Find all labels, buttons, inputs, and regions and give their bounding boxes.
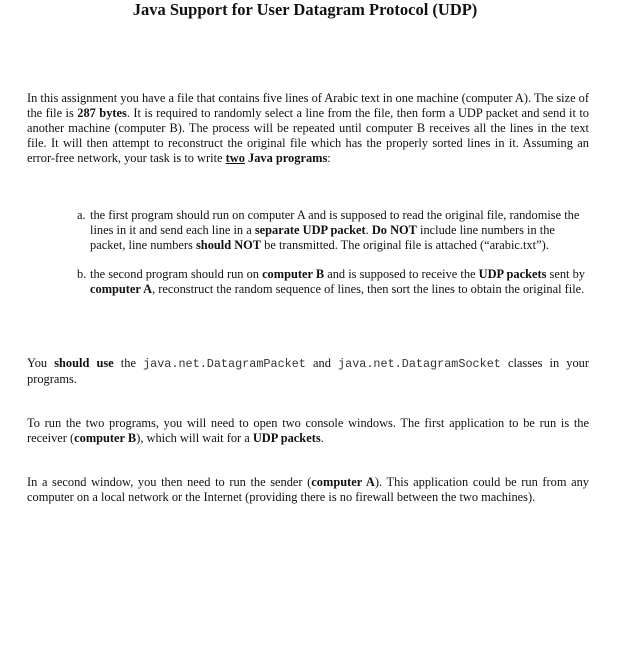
text: sent by (546, 267, 585, 281)
text: be transmitted. The original file is attached (“arabic.txt”). (261, 238, 549, 252)
document-title: Java Support for User Datagram Protocol (UDP) (132, 0, 478, 19)
requirements-list (77, 208, 591, 311)
text: You (27, 356, 55, 370)
text: the first program should run on computer A and is supposed to read the original file, randomise the lines in it and send each line in a (90, 208, 580, 237)
sender-paragraph (27, 475, 589, 505)
text: In this assignment you have a file that contains five lines of Arabic text in one machine (computer A). The size of the file is (27, 91, 590, 120)
text: : (327, 151, 331, 165)
emphasis: UDP packets (478, 267, 547, 281)
text: and is supposed to receive the (324, 267, 479, 281)
emphasis: computer B (74, 431, 137, 445)
emphasis: computer A (90, 282, 153, 296)
text: include line numbers in the packet, line numbers (90, 223, 555, 252)
intro-paragraph (27, 91, 589, 166)
emphasis: should use (54, 356, 114, 370)
list-item (77, 208, 591, 253)
emphasis-two: two (225, 151, 245, 165)
code-class-name: java.net.DatagramSocket (338, 357, 501, 371)
text: . (365, 223, 372, 237)
run-paragraph (27, 416, 589, 446)
emphasis: computer B (262, 267, 325, 281)
emphasis: separate UDP packet (254, 223, 366, 237)
text: classes in your programs. (27, 356, 589, 386)
emphasis-java-programs: Java programs (244, 151, 328, 165)
emphasis: UDP packets (252, 431, 321, 445)
list-marker: a. (77, 208, 86, 222)
text: the second program should run on (90, 267, 263, 281)
text: ), which will wait for a (136, 431, 253, 445)
text: To run the two programs, you will need to open two console windows. The first application to be run is the receiver ( (27, 416, 589, 445)
classes-paragraph (27, 356, 589, 387)
file-size: 287 bytes (77, 106, 127, 120)
text: the (113, 356, 144, 370)
emphasis: should NOT (195, 238, 262, 252)
text: . It is required to randomly select a line from the file, then form a UDP packet and send it to another machine (computer B). The process will be repeated until computer B receives all the lines in the text file. It will then attempt to reconstruct the original file which has the properly sorted lines in it. Assuming an error-free network, your task is to write (27, 106, 589, 165)
emphasis: Do NOT (371, 223, 417, 237)
list-marker: b. (77, 267, 87, 281)
list-item (77, 267, 591, 297)
text: In a second window, you then need to run the sender ( (27, 475, 312, 489)
text: ). This application could be run from any computer on a local network or the Internet (providing there is no firewall between the two machines). (27, 475, 590, 504)
emphasis: computer A (311, 475, 375, 489)
text: , reconstruct the random sequence of lines, then sort the lines to obtain the original file. (152, 282, 585, 296)
text: . (320, 431, 324, 445)
code-class-name: java.net.DatagramPacket (143, 357, 306, 371)
text: and (305, 356, 339, 370)
